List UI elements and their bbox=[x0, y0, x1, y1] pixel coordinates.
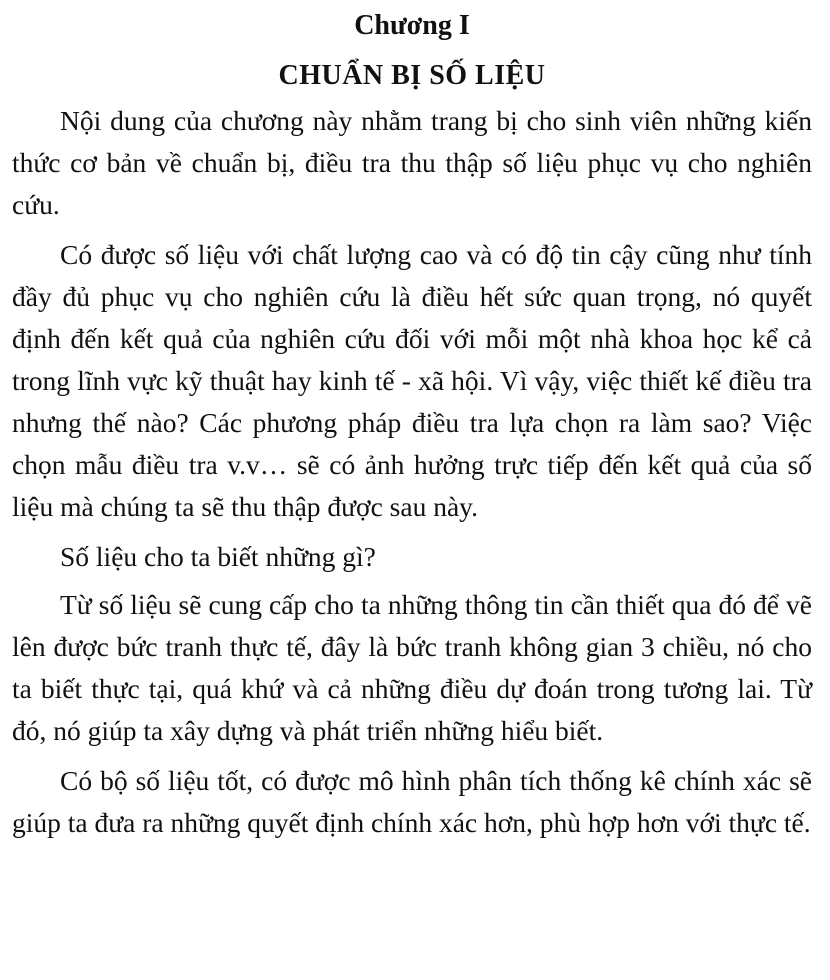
chapter-title: CHUẨN BỊ SỐ LIỆU bbox=[278, 60, 546, 91]
paragraph-data-info: Từ số liệu sẽ cung cấp cho ta những thông tin cần thiết qua đó để vẽ lên được bức tranh thực tế, đây là bức tranh không gian 3 chiều, nó cho ta biết thực tại, quá khứ và cả những điều dự đoán trong tương lai. Từ đó, nó giúp ta xây dựng và phát triển những hiểu biết. bbox=[12, 589, 812, 746]
paragraph-intro: Nội dung của chương này nhằm trang bị cho sinh viên những kiến thức cơ bản về chuẩn bị, điều tra thu thập số liệu phục vụ cho nghiên cứu. bbox=[12, 105, 812, 220]
document-page bbox=[12, 8, 812, 852]
paragraph-data-quality: Có được số liệu với chất lượng cao và có độ tin cậy cũng như tính đầy đủ phục vụ cho nghiên cứu là điều hết sức quan trọng, nó quyết định đến kết quả của nghiên cứu đối với mỗi một nhà khoa học kể cả trong lĩnh vực kỹ thuật hay kinh tế - xã hội. Vì vậy, việc thiết kế điều tra nhưng thế nào? Các phương pháp điều tra lựa chọn ra làm sao? Việc chọn mẫu điều tra v.v… sẽ có ảnh hưởng trực tiếp đến kết quả của số liệu mà chúng ta sẽ thu thập được sau này. bbox=[12, 239, 812, 522]
paragraph-question: Số liệu cho ta biết những gì? bbox=[60, 541, 376, 572]
chapter-number: Chương I bbox=[354, 10, 470, 41]
paragraph-conclusion: Có bộ số liệu tốt, có được mô hình phân tích thống kê chính xác sẽ giúp ta đưa ra những quyết định chính xác hơn, phù hợp hơn với thực tế. bbox=[12, 765, 812, 838]
